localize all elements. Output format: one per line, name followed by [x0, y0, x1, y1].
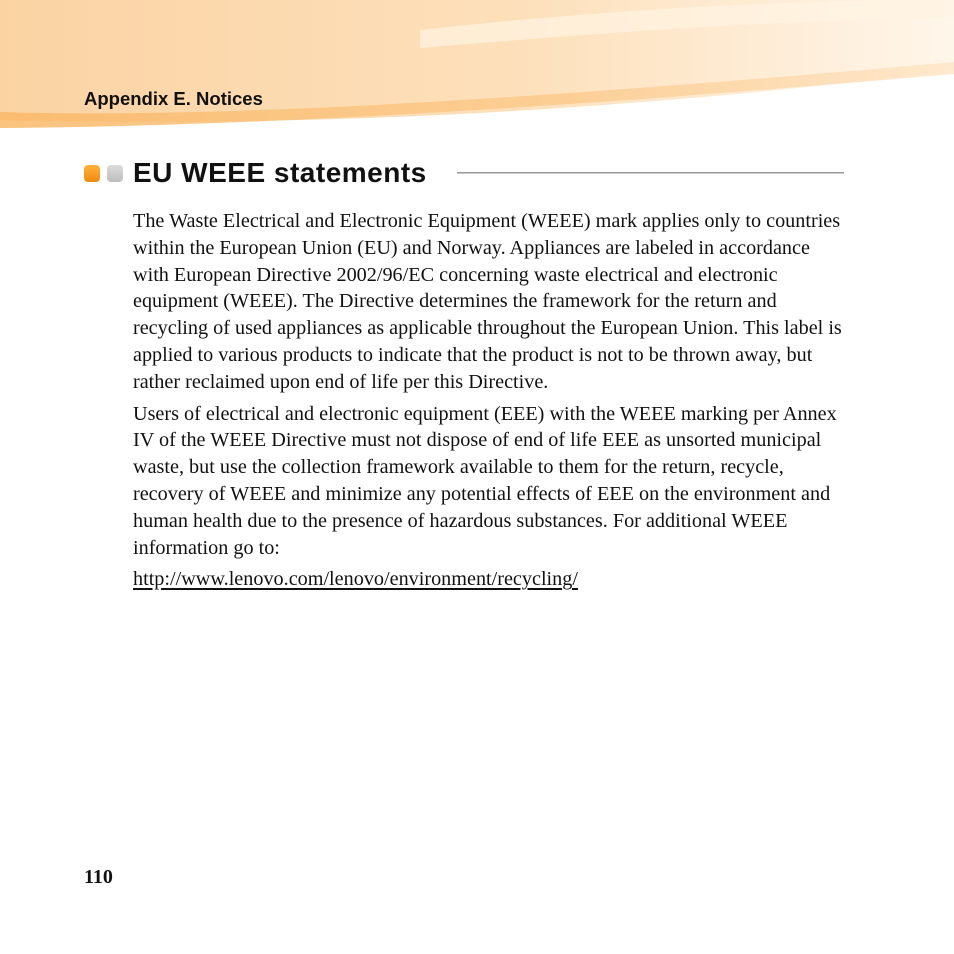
orange-bullet-icon: [84, 165, 100, 182]
grey-bullet-icon: [107, 165, 123, 182]
section-label: Appendix E. Notices: [84, 88, 263, 109]
paragraph-weee-mark: The Waste Electrical and Electronic Equipment (WEEE) mark applies only to countries within the European Union (EU) and Norway. Appliances are labeled in accordance with European Directive 2002/96/EC concerning waste electrical and electronic equipment (WEEE). The Directive determines the framework for the return and recycling of used appliances as applicable throughout the European Union. This label is applied to various products to indicate that the product is not to be thrown away, but rather reclaimed upon end of life per this Directive.: [133, 210, 842, 393]
page-number: 110: [84, 866, 113, 888]
link-paragraph: [133, 566, 845, 593]
header-band: [0, 0, 954, 135]
paragraph-eee-users: Users of electrical and electronic equipment (EEE) with the WEEE marking per Annex IV of the WEEE Directive must not dispose of end of life EEE as unsorted municipal waste, but use the collection framework available to them for the return, recycle, recovery of WEEE and minimize any potential effects of EEE on the environment and human health due to the presence of hazardous substances. For additional WEEE information go to:: [133, 402, 837, 559]
page-title: EU WEEE statements: [133, 157, 427, 188]
section-heading: [84, 154, 844, 194]
header-swoosh-graphic: [0, 0, 954, 135]
body-text: [133, 208, 845, 598]
recycling-link[interactable]: http://www.lenovo.com/lenovo/environment/recycling/: [133, 568, 578, 591]
title-divider: [457, 172, 844, 174]
